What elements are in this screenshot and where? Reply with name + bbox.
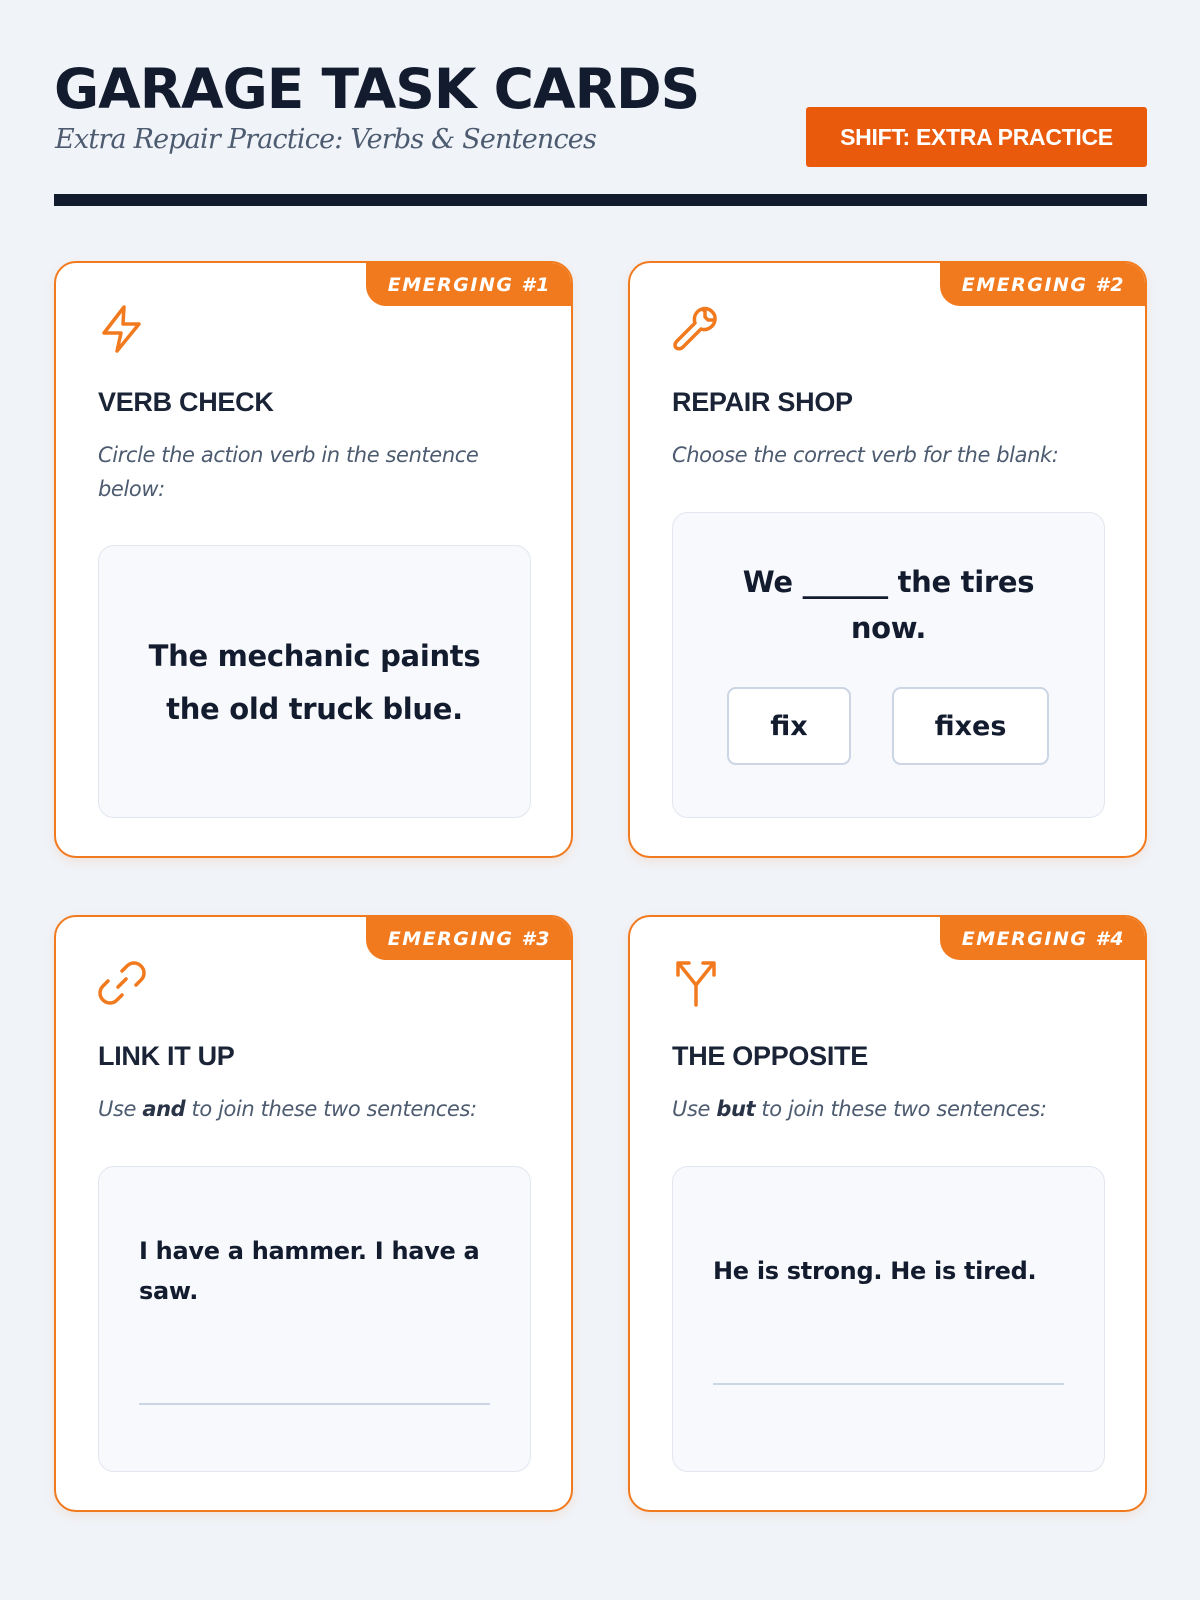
- card-title: REPAIR SHOP: [672, 387, 853, 417]
- split-arrows-icon: [670, 957, 722, 1009]
- task-card-the-opposite: [628, 915, 1147, 1512]
- lightning-icon: [96, 303, 148, 355]
- card-instruction: [98, 1092, 538, 1126]
- join-sentences: He is strong. He is tired.: [713, 1257, 1037, 1285]
- header-divider: [54, 194, 1147, 206]
- page-header: [54, 56, 1146, 206]
- card-tag: EMERGING #2: [940, 263, 1145, 306]
- sentence-panel: [98, 545, 531, 818]
- card-title: THE OPPOSITE: [672, 1041, 868, 1071]
- link-icon: [96, 957, 148, 1009]
- card-title: VERB CHECK: [98, 387, 274, 417]
- shift-badge: SHIFT: EXTRA PRACTICE: [806, 107, 1147, 167]
- choice-fix-button[interactable]: fix: [727, 687, 851, 765]
- instruction-text: Use: [672, 1097, 717, 1121]
- page-title: GARAGE TASK CARDS: [54, 57, 700, 121]
- page-subtitle: Extra Repair Practice: Verbs & Sentences: [55, 124, 597, 155]
- join-sentences: I have a hammer. I have a saw.: [139, 1237, 480, 1305]
- card-instruction: Choose the correct verb for the blank:: [672, 443, 1059, 467]
- card-title: LINK IT UP: [98, 1041, 235, 1071]
- card-instruction: [672, 1092, 1112, 1126]
- instruction-text: to join these two sentences:: [755, 1097, 1047, 1121]
- card-tag: EMERGING #4: [940, 917, 1145, 960]
- sentence-panel: [98, 1166, 531, 1472]
- wrench-icon: [670, 303, 722, 355]
- card-tag: EMERGING #1: [366, 263, 571, 306]
- instruction-text: to join these two sentences:: [185, 1097, 477, 1121]
- sentence-panel: [672, 1166, 1105, 1472]
- fill-blank-sentence: We ______ the tires now.: [742, 565, 1035, 645]
- instruction-keyword: and: [142, 1097, 186, 1121]
- answer-line[interactable]: [713, 1383, 1064, 1385]
- task-card-link-it-up: [54, 915, 573, 1512]
- task-card-repair-shop: [628, 261, 1147, 858]
- sentence-panel: [672, 512, 1105, 818]
- instruction-text: Use: [98, 1097, 143, 1121]
- choice-fixes-button[interactable]: fixes: [892, 687, 1049, 765]
- card-tag: EMERGING #3: [366, 917, 571, 960]
- answer-line[interactable]: [139, 1403, 490, 1405]
- practice-sentence[interactable]: The mechanic paints the old truck blue.: [148, 639, 481, 726]
- card-instruction: Circle the action verb in the sentence below:: [98, 443, 479, 501]
- instruction-keyword: but: [716, 1097, 756, 1121]
- task-card-verb-check: [54, 261, 573, 858]
